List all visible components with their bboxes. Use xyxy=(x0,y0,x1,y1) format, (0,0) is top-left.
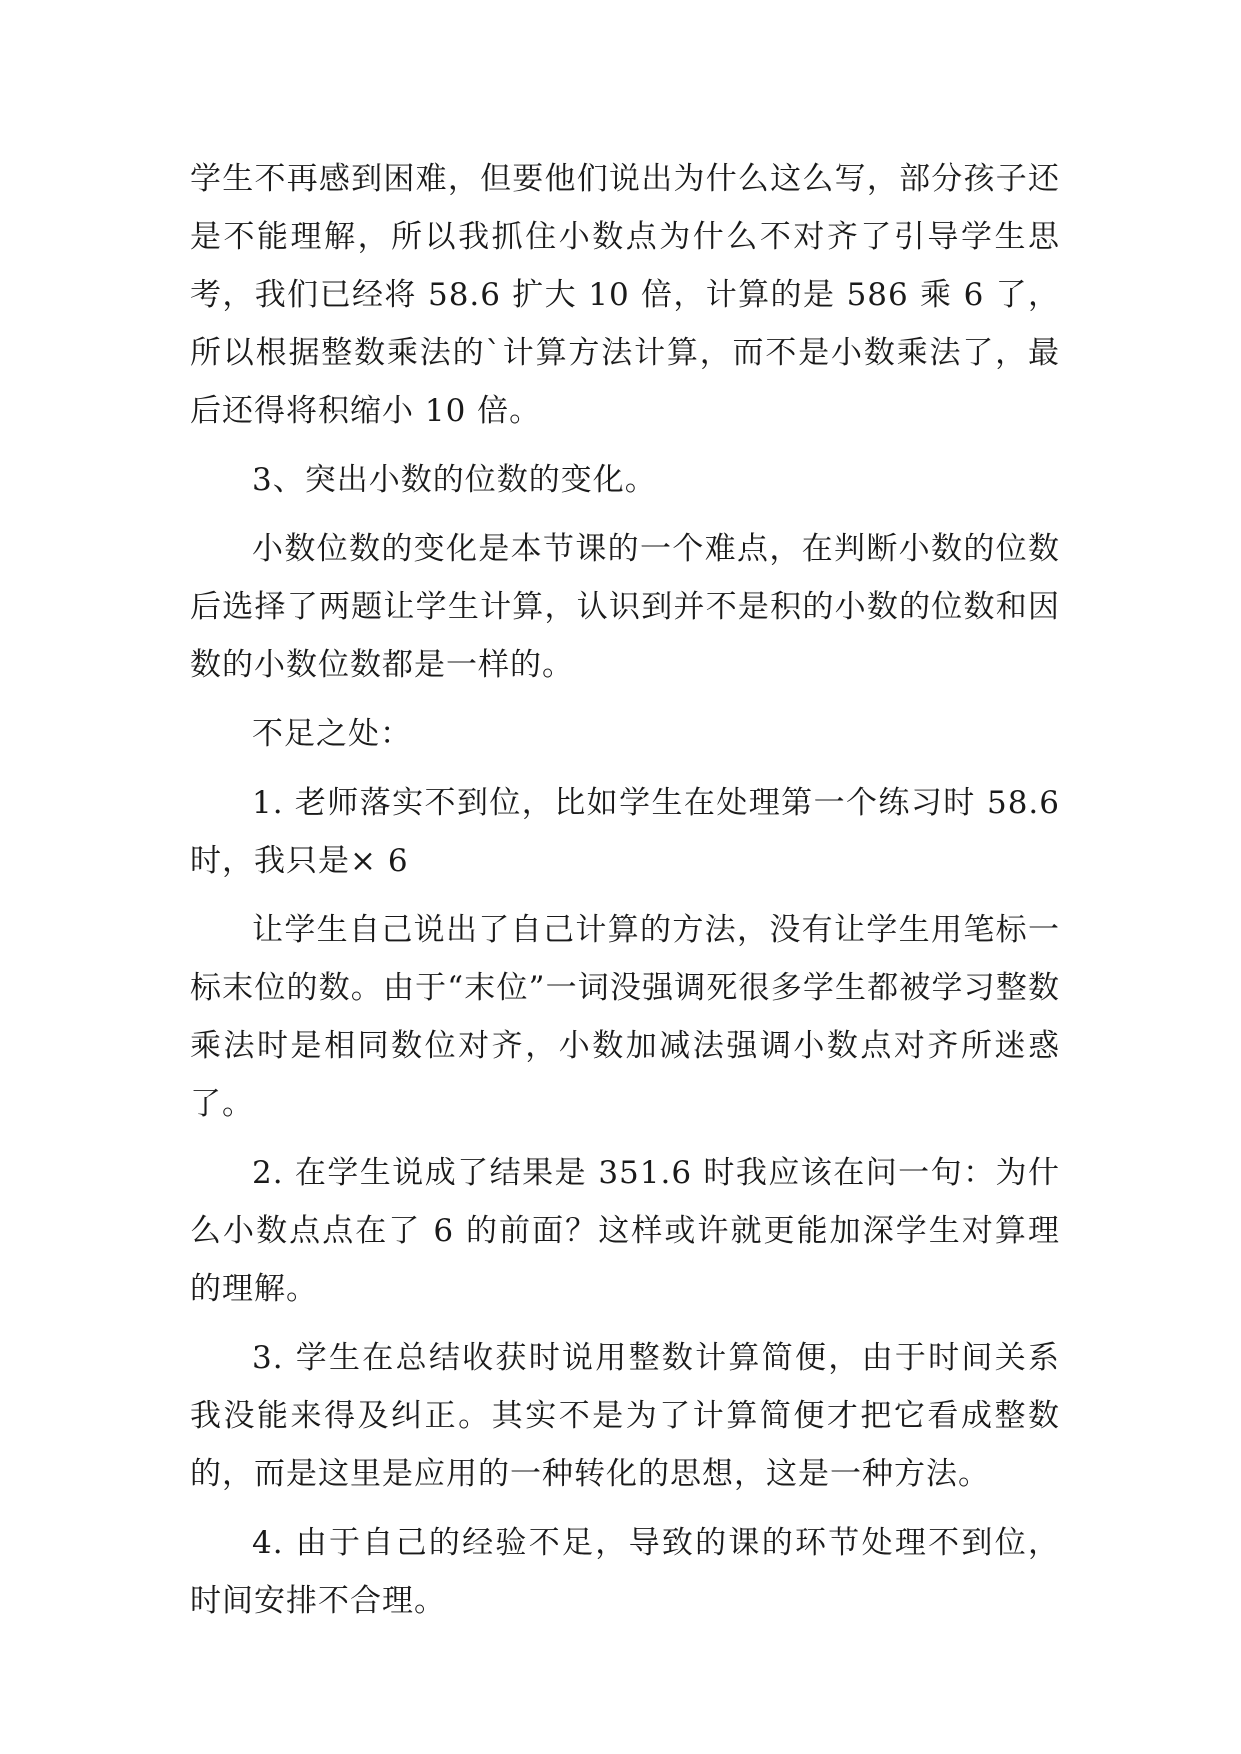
list-item: 2. 在学生说成了结果是 351.6 时我应该在问一句：为什么小数点点在了 6 的前面？这样或许就更能加深学生对算理的理解。 xyxy=(190,1155,1060,1307)
list-item: 3. 学生在总结收获时说用整数计算简便，由于时间关系我没能来得及纠正。其实不是为了计算简便才把它看成整数的，而是这里是应用的一种转化的思想，这是一种方法。 xyxy=(190,1340,1060,1492)
paragraph: 小数位数的变化是本节课的一个难点，在判断小数的位数后选择了两题让学生计算，认识到并不是积的小数的位数和因数的小数位数都是一样的。 xyxy=(190,531,1060,683)
list-item: 1. 老师落实不到位，比如学生在处理第一个练习时 58.6 时，我只是× 6 xyxy=(190,785,1060,879)
paragraph: 让学生自己说出了自己计算的方法，没有让学生用笔标一标末位的数。由于“末位”一词没强调死很多学生都被学习整数乘法时是相同数位对齐，小数加减法强调小数点对齐所迷惑了。 xyxy=(190,912,1060,1122)
document-body xyxy=(190,150,1060,1641)
section-heading: 不足之处： xyxy=(252,716,412,752)
paragraph: 学生不再感到困难，但要他们说出为什么这么写，部分孩子还是不能理解，所以我抓住小数点为什么不对齐了引导学生思考，我们已经将 58.6 扩大 10 倍，计算的是 586 乘 6 了，所以根据整数乘法的`计算方法计算，而不是小数乘法了，最后还得将积缩小 10 倍。 xyxy=(190,161,1060,429)
list-item: 4. 由于自己的经验不足，导致的课的环节处理不到位，时间安排不合理。 xyxy=(190,1525,1060,1619)
section-heading: 3、突出小数的位数的变化。 xyxy=(252,462,657,498)
